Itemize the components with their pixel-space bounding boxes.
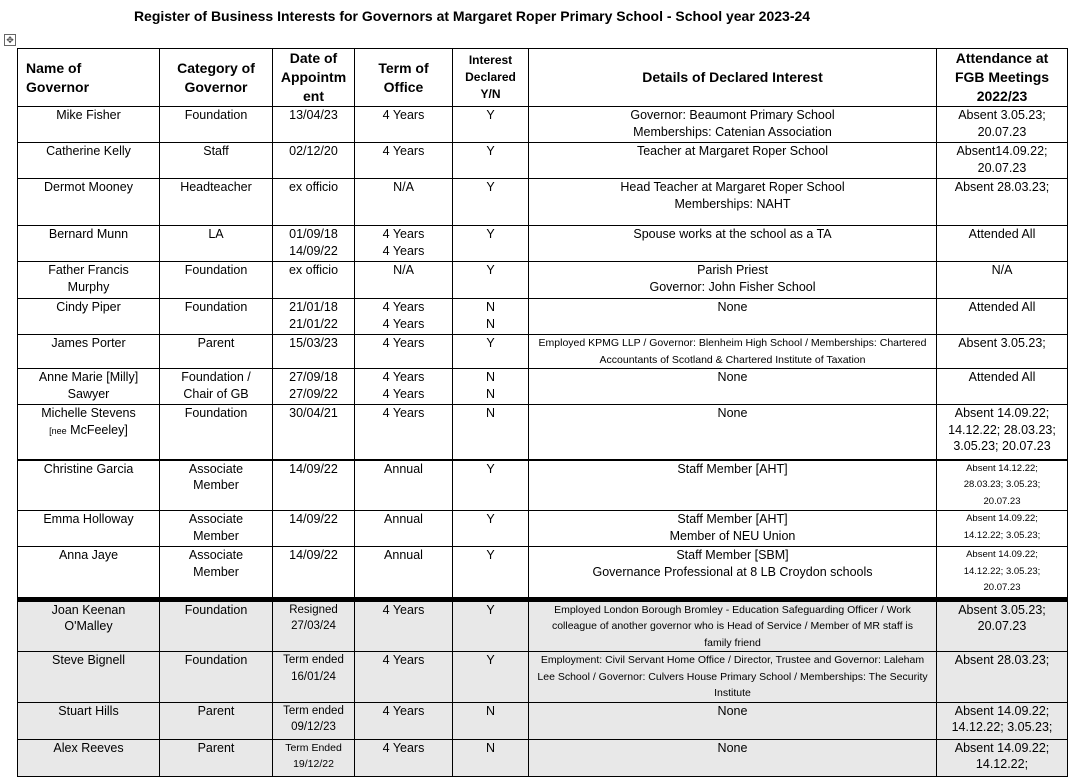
category-line: Foundation (184, 300, 248, 314)
cell-category (160, 262, 273, 299)
cell-name (18, 299, 160, 335)
cell-category (160, 652, 273, 703)
interest-line: Y (486, 180, 495, 194)
interest-line: N (485, 316, 496, 331)
table-row (18, 179, 1068, 226)
date-line: 30/04/21 (289, 406, 338, 420)
interest-line: Y (486, 227, 495, 241)
term-line: Annual (384, 461, 423, 476)
cell-category (160, 369, 273, 405)
term-line: N/A (393, 180, 414, 194)
page-title: Register of Business Interests for Governors at Margaret Roper Primary School - School year 2023-24 (133, 8, 811, 24)
name-line: O'Malley (64, 619, 113, 633)
cell-category (160, 511, 273, 547)
details-line: Member of NEU Union (669, 528, 796, 543)
cell-term (355, 299, 453, 335)
attendance-line: 20.07.23 (977, 124, 1027, 139)
cell-details (529, 299, 937, 335)
name-line: Cindy Piper (56, 300, 121, 314)
cell-name (18, 335, 160, 369)
cell-details (529, 511, 937, 547)
term-line: Annual (384, 512, 423, 526)
cell-details (529, 702, 937, 739)
cell-category (160, 702, 273, 739)
attendance-line: 14.12.22; 3.05.23; (951, 720, 1053, 734)
cell-attendance (937, 702, 1068, 739)
cell-details (529, 143, 937, 179)
attendance-line: 14.12.22; 3.05.23; (963, 529, 1041, 541)
category-line: Parent (197, 740, 235, 755)
details-line: Governor: Beaumont Primary School (630, 108, 835, 122)
name-line: James Porter (51, 336, 126, 350)
details-line: None (717, 300, 748, 314)
name-line: Bernard Munn (48, 227, 129, 241)
cell-interest (453, 299, 529, 335)
interest-line: N (485, 740, 496, 755)
cell-attendance (937, 547, 1068, 600)
header-name: Name of Governor (18, 49, 160, 107)
header-attendance: Attendance at FGB Meetings 2022/23 (937, 49, 1068, 107)
cell-category (160, 107, 273, 143)
cell-attendance (937, 107, 1068, 143)
nee-label: [nee (49, 425, 67, 436)
table-row (18, 107, 1068, 143)
cell-interest (453, 702, 529, 739)
name-note (21, 422, 156, 440)
date-line: 27/09/18 (289, 370, 338, 384)
name-line: Catherine Kelly (46, 144, 131, 158)
cell-name (18, 107, 160, 143)
cell-date (273, 652, 355, 703)
interest-line: Y (486, 653, 495, 667)
attendance-line: Absent 14.12.22; (966, 462, 1038, 474)
attendance-line: Absent 3.05.23; (958, 602, 1046, 617)
cell-interest (453, 511, 529, 547)
category-line: Parent (197, 336, 235, 350)
details-line: Governor: John Fisher School (649, 279, 816, 294)
interest-line: N (485, 300, 496, 314)
interest-line: Y (486, 512, 495, 526)
category-line: Foundation (184, 653, 248, 667)
cell-details (529, 369, 937, 405)
cell-date (273, 262, 355, 299)
date-line: 14/09/22 (289, 512, 338, 526)
cell-term (355, 179, 453, 226)
cell-category (160, 299, 273, 335)
register-table (17, 48, 1068, 777)
cell-interest (453, 107, 529, 143)
cell-category (160, 226, 273, 262)
category-line: Foundation (184, 406, 248, 420)
cell-term (355, 739, 453, 776)
category-line: Chair of GB (183, 386, 249, 401)
details-line: Parish Priest (697, 263, 768, 277)
cell-interest (453, 739, 529, 776)
date-line: 15/03/23 (289, 336, 338, 350)
category-line: Foundation (184, 602, 248, 617)
name-line: Emma Holloway (43, 512, 134, 526)
details-line: family friend (704, 636, 761, 649)
cell-term (355, 405, 453, 460)
name-line: Joan Keenan (51, 602, 126, 617)
attendance-line: Absent 14.09.22; (954, 740, 1050, 755)
cell-term (355, 511, 453, 547)
attendance-line: 20.07.23 (977, 160, 1027, 175)
date-line: 14/09/22 (289, 243, 338, 258)
date-line: 01/09/18 (289, 227, 338, 241)
table-row (18, 739, 1068, 776)
details-line: Staff Member [AHT] (677, 461, 788, 476)
details-line: Staff Member [SBM] (676, 548, 789, 562)
cell-details (529, 652, 937, 703)
attendance-line: Absent 28.03.23; (954, 653, 1050, 667)
cell-category (160, 405, 273, 460)
cell-attendance (937, 299, 1068, 335)
cell-attendance (937, 179, 1068, 226)
interest-line: N (485, 370, 496, 384)
attendance-line: Absent 14.09.22; (966, 549, 1038, 560)
date-line: ex officio (288, 180, 339, 194)
cell-term (355, 652, 453, 703)
cell-date (273, 739, 355, 776)
date-line: 21/01/22 (289, 316, 338, 331)
header-date: Date of Appointm ent (273, 49, 355, 107)
details-line: Lee School / Governor: Culvers House Primary School / Memberships: The Security (537, 670, 928, 683)
register-body (18, 107, 1068, 777)
details-line: colleague of another governor who is Head of Service / Member of MR staff is (551, 620, 914, 632)
date-line: 27/03/24 (291, 620, 336, 632)
move-handle-icon[interactable]: ✥ (4, 34, 16, 46)
cell-interest (453, 460, 529, 511)
attendance-line: N/A (991, 263, 1013, 277)
term-line: 4 Years (382, 406, 425, 420)
cell-name (18, 179, 160, 226)
cell-details (529, 460, 937, 511)
cell-term (355, 262, 453, 299)
term-line: 4 Years (382, 300, 425, 314)
cell-date (273, 226, 355, 262)
interest-line: Y (486, 336, 495, 350)
cell-category (160, 460, 273, 511)
cell-date (273, 179, 355, 226)
date-line: 14/09/22 (289, 461, 338, 476)
cell-details (529, 547, 937, 600)
interest-line: Y (486, 108, 495, 122)
details-line: None (717, 740, 748, 755)
category-line: Associate (188, 512, 244, 526)
former-name: McFeeley] (66, 422, 128, 437)
name-line: Anna Jaye (58, 548, 119, 562)
cell-interest (453, 335, 529, 369)
name-line: Father Francis (48, 263, 129, 277)
category-line: Associate (188, 461, 244, 476)
cell-date (273, 143, 355, 179)
date-line: 27/09/22 (289, 386, 338, 401)
cell-name (18, 262, 160, 299)
details-line: Accountants of Scotland & Chartered Institute of Taxation (599, 353, 866, 366)
cell-term (355, 143, 453, 179)
cell-date (273, 599, 355, 652)
attendance-line: Absent 3.05.23; (958, 336, 1046, 350)
attendance-line: 14.12.22; (975, 757, 1029, 771)
term-line: 4 Years (382, 740, 425, 755)
cell-category (160, 143, 273, 179)
cell-date (273, 405, 355, 460)
table-row (18, 652, 1068, 703)
date-line: Term ended (283, 654, 344, 666)
table-row (18, 460, 1068, 511)
details-line: Employed KPMG LLP / Governor: Blenheim High School / Memberships: Chartered (538, 337, 927, 349)
cell-term (355, 369, 453, 405)
category-line: Member (193, 564, 239, 579)
cell-interest (453, 405, 529, 460)
interest-line: N (485, 703, 496, 718)
cell-attendance (937, 599, 1068, 652)
interest-line: Y (486, 602, 495, 617)
date-line: 09/12/23 (291, 721, 336, 733)
attendance-line: 28.03.23; 3.05.23; (963, 479, 1041, 490)
cell-name (18, 599, 160, 652)
cell-name (18, 460, 160, 511)
cell-category (160, 739, 273, 776)
cell-attendance (937, 511, 1068, 547)
attendance-line: Attended All (968, 370, 1036, 384)
table-row (18, 335, 1068, 369)
name-line: Murphy (67, 279, 110, 294)
cell-name (18, 547, 160, 600)
term-line: 4 Years (382, 227, 425, 241)
category-line: Member (193, 528, 239, 543)
date-line: 02/12/20 (289, 144, 338, 158)
cell-details (529, 739, 937, 776)
header-row (18, 49, 1068, 107)
header-term: Term of Office (355, 49, 453, 107)
cell-interest (453, 652, 529, 703)
header-category: Category of Governor (160, 49, 273, 107)
attendance-line: Absent 14.09.22; (954, 406, 1050, 420)
attendance-line: Attended All (968, 227, 1036, 241)
cell-date (273, 460, 355, 511)
details-line: Employment: Civil Servant Home Office / Director, Trustee and Governor: Laleham (540, 654, 925, 666)
attendance-line: 20.07.23 (983, 495, 1021, 507)
name-line: Christine Garcia (43, 461, 134, 476)
name-line: Sawyer (67, 386, 110, 401)
header-details: Details of Declared Interest (529, 49, 937, 107)
cell-interest (453, 143, 529, 179)
cell-name (18, 405, 160, 460)
cell-interest (453, 179, 529, 226)
cell-name (18, 226, 160, 262)
cell-details (529, 226, 937, 262)
category-line: Headteacher (180, 180, 252, 194)
date-line: 19/12/22 (293, 758, 334, 770)
term-line: 4 Years (382, 602, 425, 617)
term-line: 4 Years (382, 653, 425, 667)
attendance-line: Attended All (968, 300, 1036, 314)
cell-date (273, 511, 355, 547)
table-row (18, 405, 1068, 460)
table-row (18, 511, 1068, 547)
attendance-line: Absent 3.05.23; (958, 108, 1046, 122)
cell-details (529, 262, 937, 299)
cell-term (355, 460, 453, 511)
cell-date (273, 547, 355, 600)
name-line: Michelle Stevens (41, 406, 136, 420)
details-line: None (717, 370, 748, 384)
date-line: Term Ended (285, 741, 342, 754)
cell-term (355, 702, 453, 739)
cell-attendance (937, 460, 1068, 511)
table-row (18, 599, 1068, 652)
cell-attendance (937, 143, 1068, 179)
interest-line: N (485, 406, 496, 420)
cell-category (160, 179, 273, 226)
attendance-line: Absent14.09.22; (956, 144, 1048, 158)
cell-date (273, 107, 355, 143)
term-line: N/A (393, 263, 414, 277)
cell-details (529, 107, 937, 143)
cell-interest (453, 226, 529, 262)
attendance-line: Absent 28.03.23; (954, 180, 1050, 194)
details-line: Memberships: NAHT (674, 196, 791, 211)
table-row (18, 299, 1068, 335)
cell-name (18, 652, 160, 703)
details-line: Institute (714, 687, 751, 699)
category-line: Staff (203, 144, 229, 158)
term-line: 4 Years (382, 336, 425, 350)
cell-attendance (937, 262, 1068, 299)
details-line: None (717, 703, 748, 718)
date-line: 13/04/23 (289, 108, 338, 122)
details-line: Spouse works at the school as a TA (633, 227, 832, 241)
cell-interest (453, 599, 529, 652)
details-line: Head Teacher at Margaret Roper School (620, 180, 845, 194)
cell-name (18, 739, 160, 776)
cell-attendance (937, 369, 1068, 405)
details-line: Staff Member [AHT] (677, 512, 788, 526)
date-line: ex officio (288, 263, 339, 277)
cell-date (273, 335, 355, 369)
interest-line: Y (486, 548, 495, 562)
name-line: Mike Fisher (56, 108, 121, 122)
table-row (18, 369, 1068, 405)
name-line: Stuart Hills (58, 703, 119, 718)
cell-term (355, 226, 453, 262)
cell-category (160, 599, 273, 652)
interest-line: Y (486, 263, 495, 277)
date-line: 14/09/22 (289, 548, 338, 562)
attendance-line: 20.07.23 (977, 619, 1027, 633)
table-row (18, 702, 1068, 739)
cell-interest (453, 262, 529, 299)
details-line: Governance Professional at 8 LB Croydon schools (592, 564, 873, 579)
category-line: Parent (197, 703, 235, 718)
header-interest: Interest Declared Y/N (453, 49, 529, 107)
interest-line: Y (486, 144, 495, 158)
table-row (18, 262, 1068, 299)
cell-attendance (937, 652, 1068, 703)
cell-name (18, 511, 160, 547)
cell-category (160, 547, 273, 600)
cell-attendance (937, 335, 1068, 369)
attendance-line: 20.07.23 (983, 582, 1021, 593)
details-line: Memberships: Catenian Association (633, 124, 832, 139)
cell-interest (453, 547, 529, 600)
cell-term (355, 599, 453, 652)
cell-name (18, 702, 160, 739)
attendance-line: Absent 14.09.22; (966, 513, 1038, 524)
date-line: 21/01/18 (289, 300, 338, 314)
cell-attendance (937, 226, 1068, 262)
date-line: 16/01/24 (291, 670, 336, 683)
name-line: Dermot Mooney (44, 180, 133, 194)
name-line: Steve Bignell (52, 653, 125, 667)
term-line: 4 Years (382, 370, 425, 384)
details-line: None (717, 406, 748, 420)
cell-category (160, 335, 273, 369)
cell-date (273, 702, 355, 739)
cell-details (529, 179, 937, 226)
category-line: LA (208, 227, 224, 241)
category-line: Foundation (184, 108, 248, 122)
attendance-line: 3.05.23; 20.07.23 (953, 439, 1051, 453)
category-line: Foundation (184, 263, 248, 277)
term-line: Annual (384, 548, 423, 562)
cell-term (355, 107, 453, 143)
category-line: Foundation / (181, 370, 251, 384)
term-line: 4 Years (382, 386, 425, 401)
term-line: 4 Years (382, 243, 425, 258)
attendance-line: Absent 14.09.22; (954, 703, 1050, 718)
cell-name (18, 143, 160, 179)
date-line: Term ended (283, 704, 344, 717)
cell-name (18, 369, 160, 405)
term-line: 4 Years (382, 316, 425, 331)
details-line: Teacher at Margaret Roper School (636, 144, 829, 158)
cell-term (355, 335, 453, 369)
cell-details (529, 405, 937, 460)
category-line: Associate (188, 548, 244, 562)
cell-details (529, 599, 937, 652)
term-line: 4 Years (382, 108, 425, 122)
name-line: Alex Reeves (53, 740, 124, 755)
cell-details (529, 335, 937, 369)
attendance-line: 14.12.22; 28.03.23; (948, 422, 1056, 437)
cell-term (355, 547, 453, 600)
cell-date (273, 299, 355, 335)
table-row (18, 143, 1068, 179)
term-line: 4 Years (382, 144, 425, 158)
cell-date (273, 369, 355, 405)
name-line: Anne Marie [Milly] (38, 370, 139, 384)
table-row (18, 547, 1068, 600)
cell-attendance (937, 405, 1068, 460)
interest-line: Y (486, 461, 495, 476)
term-line: 4 Years (382, 703, 425, 718)
category-line: Member (193, 478, 239, 492)
cell-interest (453, 369, 529, 405)
table-row (18, 226, 1068, 262)
interest-line: N (485, 386, 496, 401)
date-line: Resigned (289, 603, 338, 616)
attendance-line: 14.12.22; 3.05.23; (963, 565, 1041, 577)
cell-attendance (937, 739, 1068, 776)
details-line: Employed London Borough Bromley - Education Safeguarding Officer / Work (554, 603, 911, 616)
